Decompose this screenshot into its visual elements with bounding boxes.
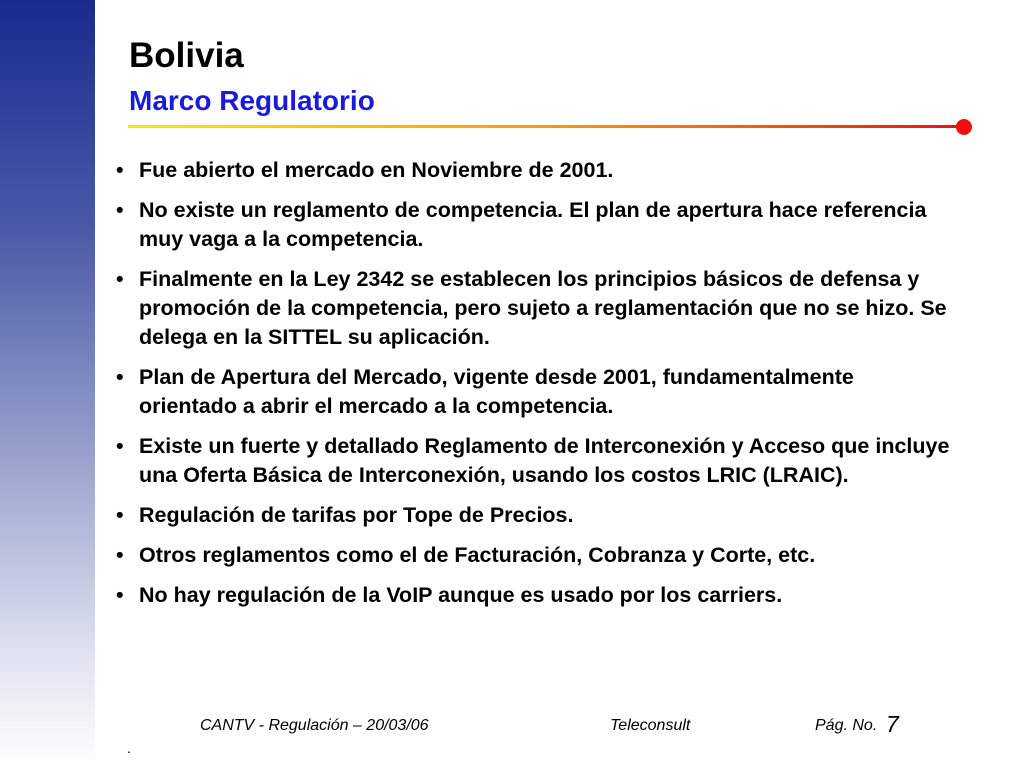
bullet-item	[114, 156, 954, 185]
bullet-text: Fue abierto el mercado en Noviembre de 2001.	[139, 158, 614, 182]
bullet-icon: •	[116, 267, 124, 291]
title-divider-line	[128, 125, 964, 128]
bullet-text: Finalmente en la Ley 2342 se establecen los principios básicos de defensa y promoción de la competencia, pero sujeto a reglamentación que no se hizo. Se delega en la SITTEL su aplicación.	[139, 267, 947, 349]
bullet-item	[114, 581, 954, 610]
footer-page-number: 7	[886, 711, 899, 737]
footer-company: Teleconsult	[610, 717, 691, 734]
bullet-icon: •	[116, 583, 124, 607]
bullet-icon: •	[116, 543, 124, 567]
bullet-item	[114, 501, 954, 530]
bullet-text: No hay regulación de la VoIP aunque es usado por los carriers.	[139, 583, 783, 607]
bullet-text: Regulación de tarifas por Tope de Precios.	[139, 503, 574, 527]
bullet-icon: •	[116, 503, 124, 527]
corner-mark: .	[127, 740, 131, 756]
side-gradient-band	[0, 0, 95, 768]
footer-page-label: Pág. No.	[815, 717, 878, 734]
bullet-text: Plan de Apertura del Mercado, vigente desde 2001, fundamentalmente orientado a abrir el mercado a la competencia.	[139, 365, 854, 418]
bullet-icon: •	[116, 434, 124, 458]
bullet-item	[114, 541, 954, 570]
bullet-icon: •	[116, 365, 124, 389]
title-divider-dot	[956, 119, 972, 135]
bullet-list	[114, 156, 954, 621]
slide-title: Bolivia	[129, 36, 244, 75]
bullet-item	[114, 196, 954, 254]
bullet-icon: •	[116, 158, 124, 182]
bullet-text: Otros reglamentos como el de Facturación, Cobranza y Corte, etc.	[139, 543, 816, 567]
bullet-text: No existe un reglamento de competencia. El plan de apertura hace referencia muy vaga a la competencia.	[139, 198, 927, 251]
bullet-text: Existe un fuerte y detallado Reglamento de Interconexión y Acceso que incluye una Oferta Básica de Interconexión, usando los costos LRIC (LRAIC).	[139, 434, 950, 487]
bullet-item	[114, 265, 954, 352]
footer-document-label: CANTV - Regulación – 20/03/06	[200, 717, 429, 734]
bullet-icon: •	[116, 198, 124, 222]
slide-subtitle: Marco Regulatorio	[129, 85, 375, 116]
bullet-item	[114, 432, 954, 490]
bullet-item	[114, 363, 954, 421]
